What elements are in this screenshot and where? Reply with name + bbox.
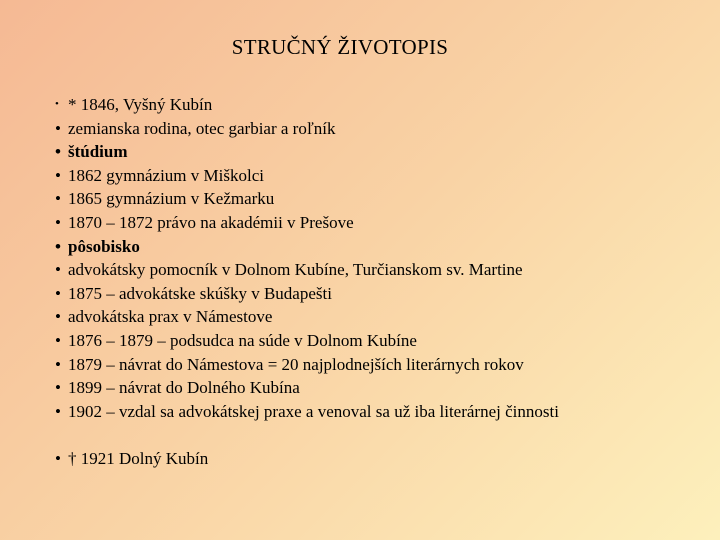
list-item-text: 1876 – 1879 – podsudca na súde v Dolnom Kubíne [68,330,417,350]
bullet-icon: • [55,142,61,162]
list-item-miskolc [55,164,695,188]
bullet-icon: • [55,378,61,398]
list-item-text: 1875 – advokátske skúšky v Budapešti [68,283,332,303]
list-item-text: 1902 – vzdal sa advokátskej praxe a venoval sa už iba literárnej činnosti [68,401,559,421]
bullet-icon: • [55,354,61,374]
bullet-icon: • [55,283,61,303]
list-item-text: zemianska rodina, otec garbiar a roľník [68,118,336,138]
section-heading: štúdium [68,142,128,162]
list-item-birth [55,93,695,117]
list-item-text: 1879 – návrat do Námestova = 20 najplodnejších literárnych rokov [68,354,524,374]
bullet-icon: • [55,98,59,110]
bullet-icon: • [55,118,61,138]
list-item-text: advokátsky pomocník v Dolnom Kubíne, Turčianskom sv. Martine [68,260,523,280]
bullet-icon: • [55,260,61,280]
bullet-icon: • [55,165,61,185]
bullet-icon: • [55,448,61,468]
list-item-presov [55,211,695,235]
list-item-text: * 1846, Vyšný Kubín [68,95,213,114]
biography-list [55,93,695,471]
list-item-practice [55,305,695,329]
list-item-text: advokátska prax v Námestove [68,307,273,327]
bullet-icon: • [55,401,61,421]
bullet-icon: • [55,307,61,327]
list-item-work-heading [55,235,695,259]
list-item-text: 1899 – návrat do Dolného Kubína [68,378,300,398]
list-item-text: 1870 – 1872 právo na akadémii v Prešove [68,212,354,232]
bullet-icon: • [55,330,61,350]
list-item-judge [55,329,695,353]
list-item-death [55,447,695,471]
list-item-studies-heading [55,140,695,164]
section-heading: pôsobisko [68,236,140,256]
list-item-text: 1862 gymnázium v Miškolci [68,165,264,185]
list-item-namestovo-return [55,353,695,377]
list-item-kubin-return [55,376,695,400]
list-item-retirement [55,400,695,447]
list-item-kezmarok [55,187,695,211]
list-item-assistant [55,258,695,282]
list-item-exams [55,282,695,306]
bullet-icon: • [55,189,61,209]
list-item-family [55,117,695,141]
list-item-text: † 1921 Dolný Kubín [68,448,209,468]
bullet-icon: • [55,236,61,256]
bullet-icon: • [55,212,61,232]
slide-title: STRUČNÝ ŽIVOTOPIS [231,35,449,59]
list-item-text: 1865 gymnázium v Kežmarku [68,189,275,209]
